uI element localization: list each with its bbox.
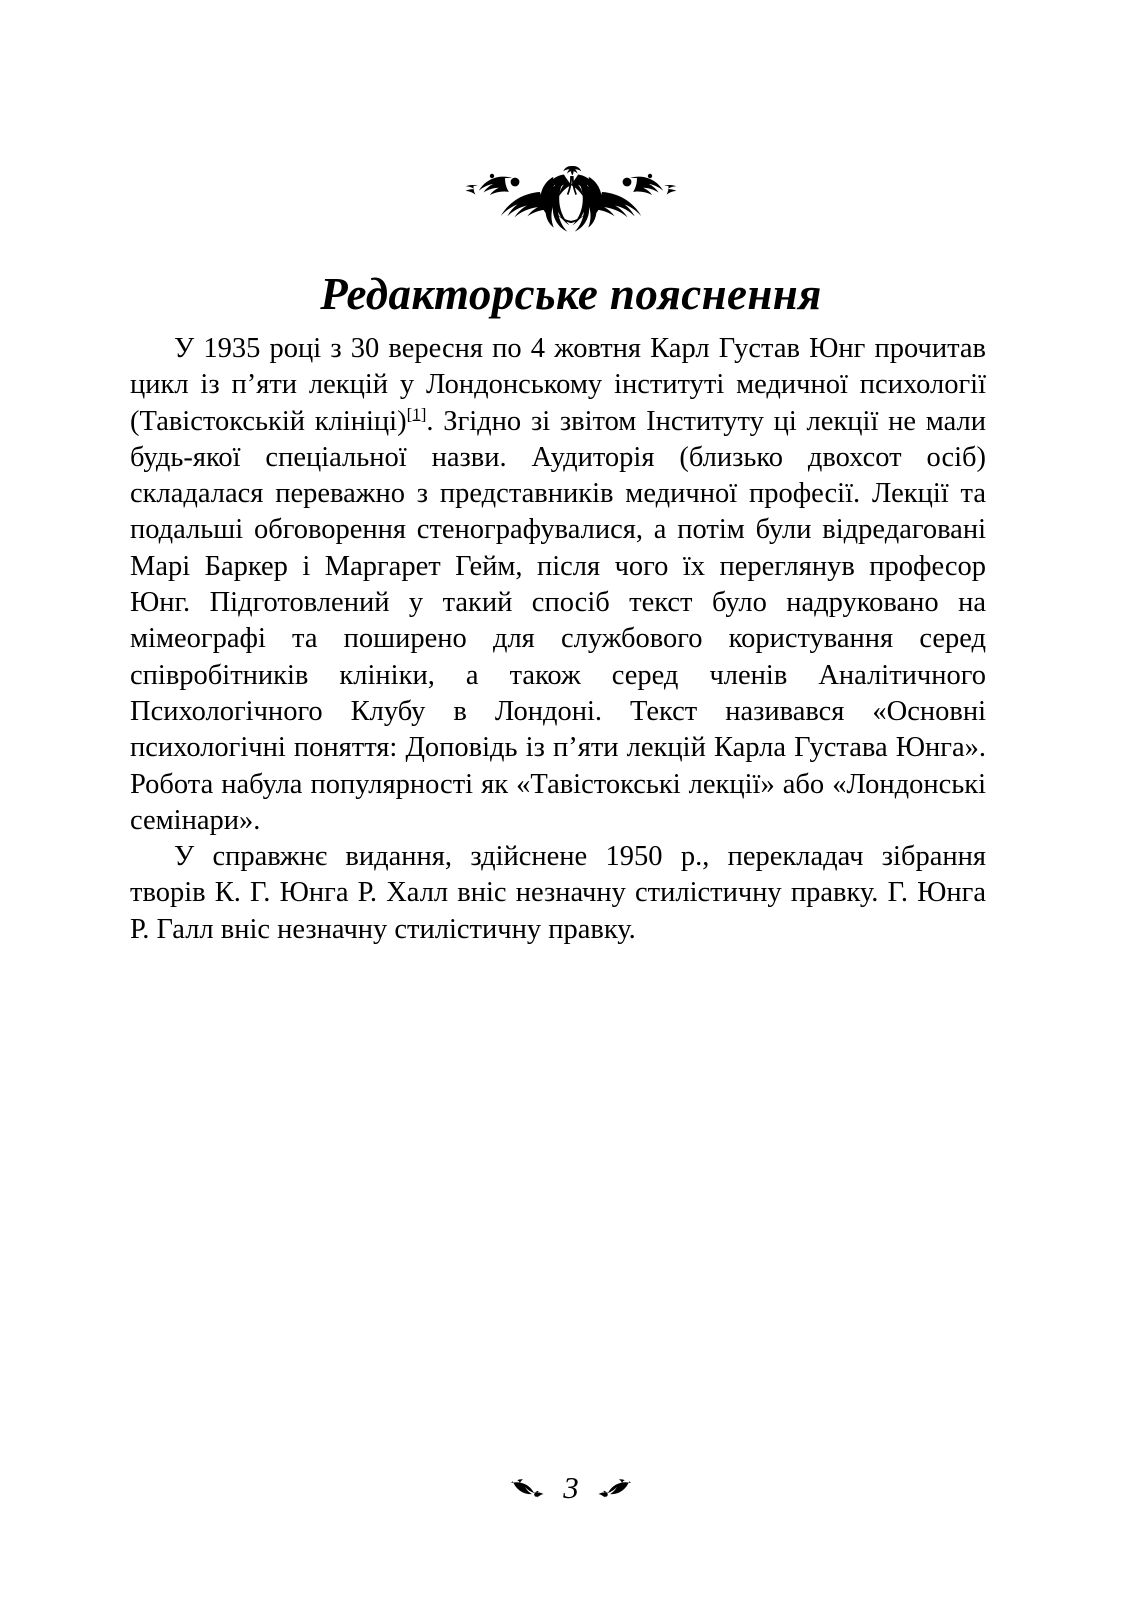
- paragraph-1-text-before-footnote: У 1935 році з 30 вересня по 4 жовтня Карл Густав Юнг прочитав цикл із п’яти лекцій у Лондонському інституті медичної психології (Тавістокській клініці): [130, 333, 986, 437]
- body-text-column: [130, 331, 986, 948]
- page-title: Редакторське пояснення: [320, 269, 822, 320]
- leaf-flourish-left-icon: [509, 1478, 549, 1498]
- paragraph-1: [130, 331, 986, 839]
- page-footer: [0, 1472, 1142, 1503]
- page-number: 3: [563, 1470, 579, 1505]
- floral-ornament-divider-icon: [440, 152, 702, 234]
- paragraph-1-text-after-footnote: . Згідно зі звітом Інституту ці лекції не мали будь-якої спеціальної назви. Аудиторія (близько двохсот осіб) складалася переважно з представників медичної професії. Лекції та подальші обговорення стенографувалися, а потім були відредаговані Марі Баркер і Маргарет Гейм, після чого їх переглянув професор Юнг. Підготовлений у такий спосіб текст було надруковано на мімеографі та поширено для службового користування серед співробітників клініки, а також серед членів Аналітичного Психологічного Клубу в Лондоні. Текст називався «Основні психологічні поняття: Доповідь із п’яти лекцій Карла Густава Юнга». Робота набула популярності як «Тавістокські лекції» або «Лондонські семінари».: [130, 405, 986, 836]
- leaf-flourish-right-icon: [593, 1478, 633, 1498]
- header-ornament: [0, 152, 1142, 234]
- footnote-reference-1[interactable]: [1]: [406, 404, 427, 424]
- paragraph-2: У справжнє видання, здійснене 1950 р., перекладач зібрання творів К. Г. Юнга Р. Халл вніс незначну стилістичну правку. Г. Юнга Р. Галл вніс незначну стилістичну правку.: [130, 841, 986, 945]
